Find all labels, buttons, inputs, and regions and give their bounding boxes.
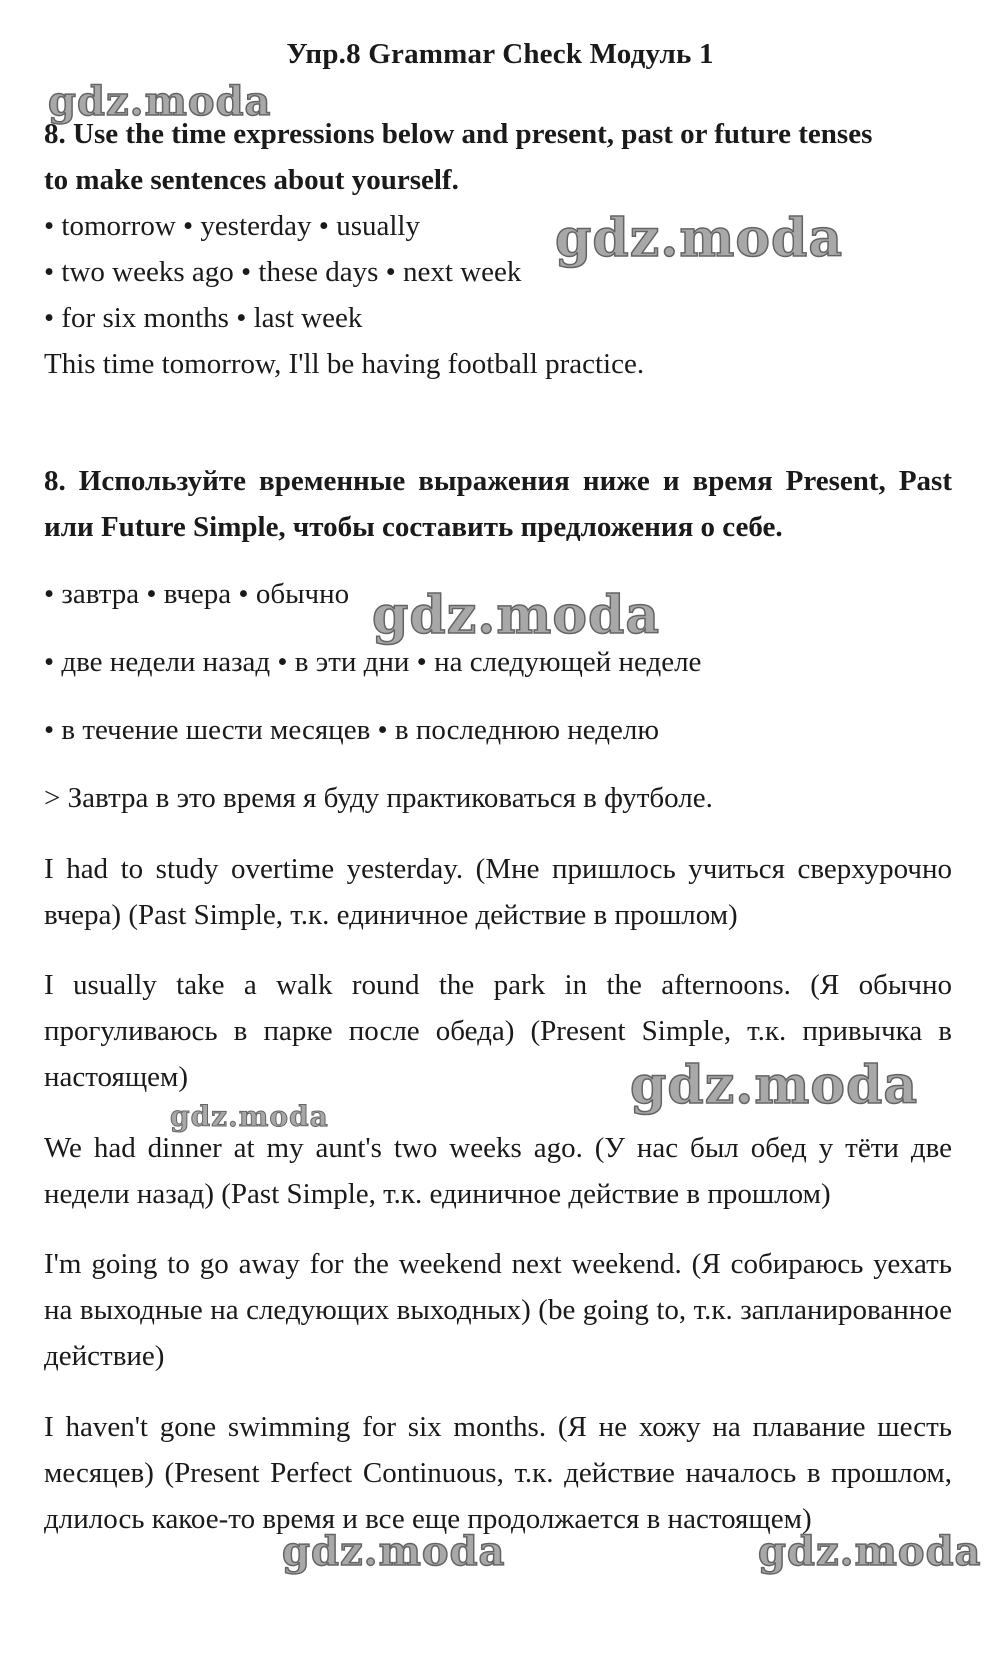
answer-4: I'm going to go away for the weekend next weekend. (Я собираюсь уехать на выходные на следующих выходных) (be going to, т.к. запланированное действие) xyxy=(44,1248,952,1372)
russian-bullets-line-2: • две недели назад • в эти дни • на следующей неделе xyxy=(44,646,702,678)
russian-task: 8. Используйте временные выражения ниже и время Present, Past или Future Simple, чтобы составить предложения о себе. xyxy=(44,465,952,543)
watermark: gdz.moda xyxy=(630,1055,919,1116)
answer-2: I usually take a walk round the park in the afternoons. (Я обычно прогуливаюсь в парке после обеда) (Present Simple, т.к. привычка в настоящем) xyxy=(44,969,952,1093)
english-bullets-line-3: • for six months • last week xyxy=(44,302,363,334)
watermark: gdz.moda xyxy=(282,1528,506,1575)
english-bullets-line-2: • two weeks ago • these days • next week xyxy=(44,256,522,288)
english-example: This time tomorrow, I'll be having football practice. xyxy=(44,348,645,380)
watermark: gdz.moda xyxy=(555,208,844,269)
english-task-line-2: to make sentences about yourself. xyxy=(44,164,459,196)
russian-bullets-line-3: • в течение шести месяцев • в последнюю неделю xyxy=(44,714,660,746)
answer-3: We had dinner at my aunt's two weeks ago. (У нас был обед у тёти две недели назад) (Past Simple, т.к. единичное действие в прошлом) xyxy=(44,1132,952,1210)
watermark: gdz.moda xyxy=(372,585,661,646)
watermark: gdz.moda xyxy=(170,1100,329,1133)
answer-5: I haven't gone swimming for six months. (Я не хожу на плавание шесть месяцев) (Present Perfect Continuous, т.к. действие началось в прошлом, длилось какое-то время и все еще продолжается в настоящем) xyxy=(44,1411,952,1535)
answer-1: I had to study overtime yesterday. (Мне пришлось учиться сверхурочно вчера) (Past Simple, т.к. единичное действие в прошлом) xyxy=(44,853,952,931)
english-task-line-1: 8. Use the time expressions below and present, past or future tenses xyxy=(44,118,873,150)
russian-bullets-line-1: • завтра • вчера • обычно xyxy=(44,578,350,610)
russian-example: > Завтра в это время я буду практиковаться в футболе. xyxy=(44,782,713,814)
watermark: gdz.moda xyxy=(48,78,272,125)
english-bullets-line-1: • tomorrow • yesterday • usually xyxy=(44,210,420,242)
page-title: Упр.8 Grammar Check Модуль 1 xyxy=(286,38,714,70)
watermark: gdz.moda xyxy=(758,1528,982,1575)
